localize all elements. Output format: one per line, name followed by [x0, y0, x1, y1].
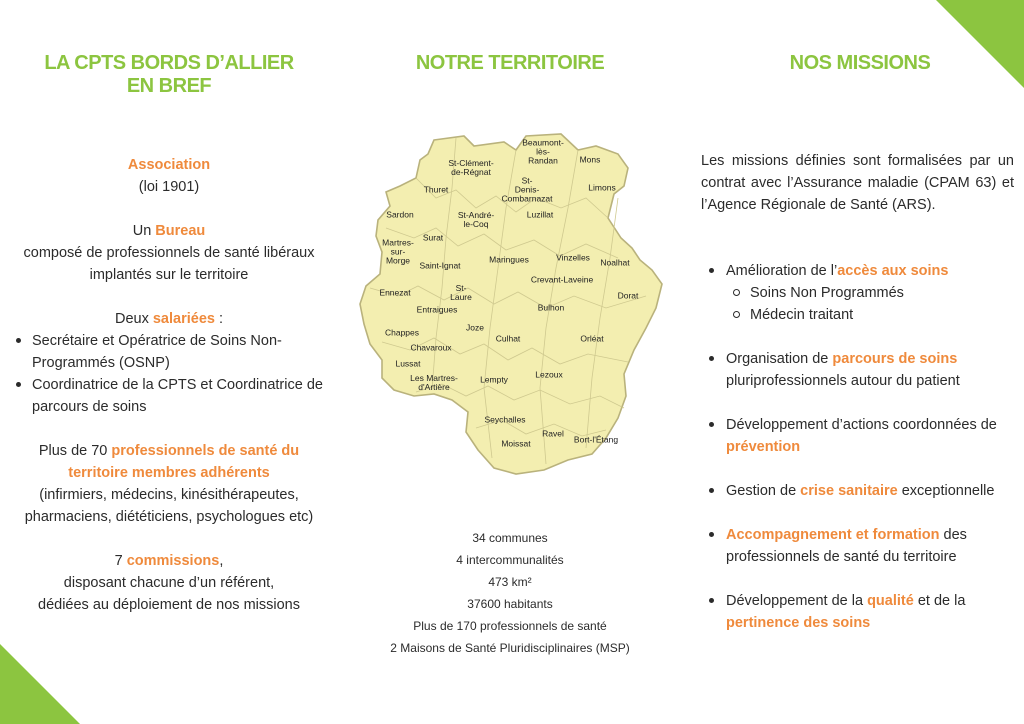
town-label: Seychalles — [484, 414, 526, 425]
list-item — [32, 330, 328, 374]
stat-communes: 34 communes — [472, 531, 548, 545]
town-label: Surat — [422, 232, 444, 243]
list-item — [32, 374, 328, 418]
salarie-2-line2: parcours de soins — [32, 399, 147, 415]
town-label: Limons — [588, 182, 616, 193]
m5-post: des — [939, 527, 967, 543]
commissions-label: commissions — [126, 553, 220, 569]
stat-msp: 2 Maisons de Santé Pluridisciplinaires (MSP) — [390, 641, 630, 655]
members-line4: pharmaciens, diététiciens, psychologues etc) — [24, 509, 314, 525]
town-label: Maringues — [489, 254, 529, 265]
salarie-1-line1: Secrétaire et Opératrice de Soins Non- — [32, 333, 282, 349]
m1-pre: Amélioration de l’ — [726, 263, 838, 279]
bureau-pre: Un — [132, 223, 156, 239]
m4-label: crise sanitaire — [800, 483, 898, 499]
members-pre: Plus de 70 — [38, 443, 112, 459]
town-label: Orléat — [580, 333, 604, 344]
town-label: Bulhon — [537, 302, 565, 313]
town-label: Lezoux — [535, 369, 563, 380]
salaries-pre: Deux — [114, 311, 153, 327]
town-label: Mons — [579, 154, 601, 165]
missions — [701, 150, 1014, 634]
col2-title: NOTRE TERRITOIRE — [415, 52, 605, 74]
town-label: Vinzelles — [556, 252, 590, 263]
m2-pre: Organisation de — [726, 351, 833, 367]
town-label: Chappes — [384, 327, 420, 338]
m2-line2: pluriprofessionnels autour du patient — [726, 373, 960, 389]
members-label2: territoire membres adhérents — [68, 465, 270, 481]
cpts-summary — [10, 154, 328, 616]
mission-subitem: Médecin traitant — [701, 304, 1014, 326]
m2-label: parcours de soins — [832, 351, 958, 367]
town-label: St-André- le-Coq — [457, 210, 495, 229]
m4-pre: Gestion de — [726, 483, 801, 499]
mission-item — [701, 414, 1014, 458]
m1-label: accès aux soins — [837, 263, 949, 279]
commissions-pre: 7 — [114, 553, 127, 569]
association-label: Association — [127, 157, 211, 173]
town-label: Les Martres- d'Artière — [410, 373, 458, 392]
m5-line2: professionnels de santé du territoire — [726, 549, 957, 565]
town-label: St- Denis- Combarnazat — [501, 175, 553, 204]
salarie-1-line2: Programmés (OSNP) — [32, 355, 170, 371]
corner-triangle-bottom-left — [0, 644, 80, 724]
town-label: St- Laure — [450, 283, 472, 302]
town-label: Ennezat — [379, 287, 411, 298]
m5-label: Accompagnement et formation — [726, 527, 940, 543]
commissions-line2: disposant chacune d’un référent, — [63, 575, 275, 591]
town-label: Noalhat — [600, 257, 630, 268]
town-label: Moissat — [501, 438, 531, 449]
mission-item — [701, 524, 1014, 568]
town-label: Ravel — [542, 428, 564, 439]
town-label: Bort-l'Étang — [573, 434, 619, 445]
town-label: Luzillat — [526, 209, 554, 220]
col1-title — [10, 52, 328, 98]
mission-item — [701, 260, 1014, 282]
town-label: Chavaroux — [410, 342, 452, 353]
m6-pre: Développement de la — [726, 593, 868, 609]
m4-post: exceptionnelle — [897, 483, 995, 499]
m3-label: prévention — [726, 439, 801, 455]
commissions-line3: dédiées au déploiement de nos missions — [38, 597, 300, 613]
town-label: Dorat — [617, 290, 639, 301]
town-label: St-Clément- de-Régnat — [448, 158, 494, 177]
mission-item — [701, 480, 1014, 502]
town-label: Saint-Ignat — [419, 260, 461, 271]
town-label: Martres- sur- Morge — [382, 237, 414, 266]
salarie-2-line1: Coordinatrice de la CPTS et Coordinatrice de — [32, 377, 323, 393]
m6-mid: et de la — [913, 593, 966, 609]
town-label: Lempty — [480, 374, 508, 385]
m6-label1: qualité — [867, 593, 914, 609]
members-line3: (infirmiers, médecins, kinésithérapeutes, — [39, 487, 299, 503]
bureau-label: Bureau — [155, 223, 206, 239]
col1-title-line1: LA CPTS BORDS D’ALLIER — [44, 52, 294, 74]
mission-subitem: Soins Non Programmés — [701, 282, 1014, 304]
town-label: Entraigues — [416, 304, 458, 315]
town-label: Sardon — [386, 209, 414, 220]
mission-item — [701, 348, 1014, 392]
town-label: Culhat — [495, 333, 521, 344]
members-label1: professionnels de santé du — [111, 443, 300, 459]
town-label: Thuret — [423, 184, 449, 195]
mission-item — [701, 590, 1014, 634]
salaries-label: salariées — [152, 311, 215, 327]
stat-population: 37600 habitants — [467, 597, 553, 611]
territory-map — [356, 128, 668, 476]
stat-area: 473 km² — [488, 575, 532, 589]
bureau-line2: implantés sur le territoire — [89, 267, 249, 283]
territory-stats — [360, 527, 660, 659]
stat-intercommunalites: 4 intercommunalités — [456, 553, 564, 567]
col1-title-line2: EN BREF — [126, 75, 212, 97]
m3-line1: Développement d’actions coordonnées de — [726, 417, 997, 433]
salaries-list — [10, 330, 328, 418]
salaries-post: : — [214, 311, 224, 327]
town-label: Beaumont- lès- Randan — [522, 137, 564, 166]
missions-intro: Les missions définies sont formalisées par un contrat avec l’Assurance maladie (CPAM 63) et l’Agence Régionale de Santé (ARS). — [701, 153, 1014, 213]
association-sub: (loi 1901) — [138, 179, 200, 195]
town-label: Joze — [466, 322, 484, 333]
town-label: Lussat — [395, 358, 421, 369]
bureau-line1: composé de professionnels de santé libéraux — [23, 245, 315, 261]
town-label: Crevant-Laveine — [530, 274, 594, 285]
col3-title: NOS MISSIONS — [789, 52, 931, 74]
m6-label2: pertinence des soins — [726, 615, 871, 631]
stat-professionals: Plus de 170 professionnels de santé — [413, 619, 607, 633]
commissions-post: , — [219, 553, 224, 569]
